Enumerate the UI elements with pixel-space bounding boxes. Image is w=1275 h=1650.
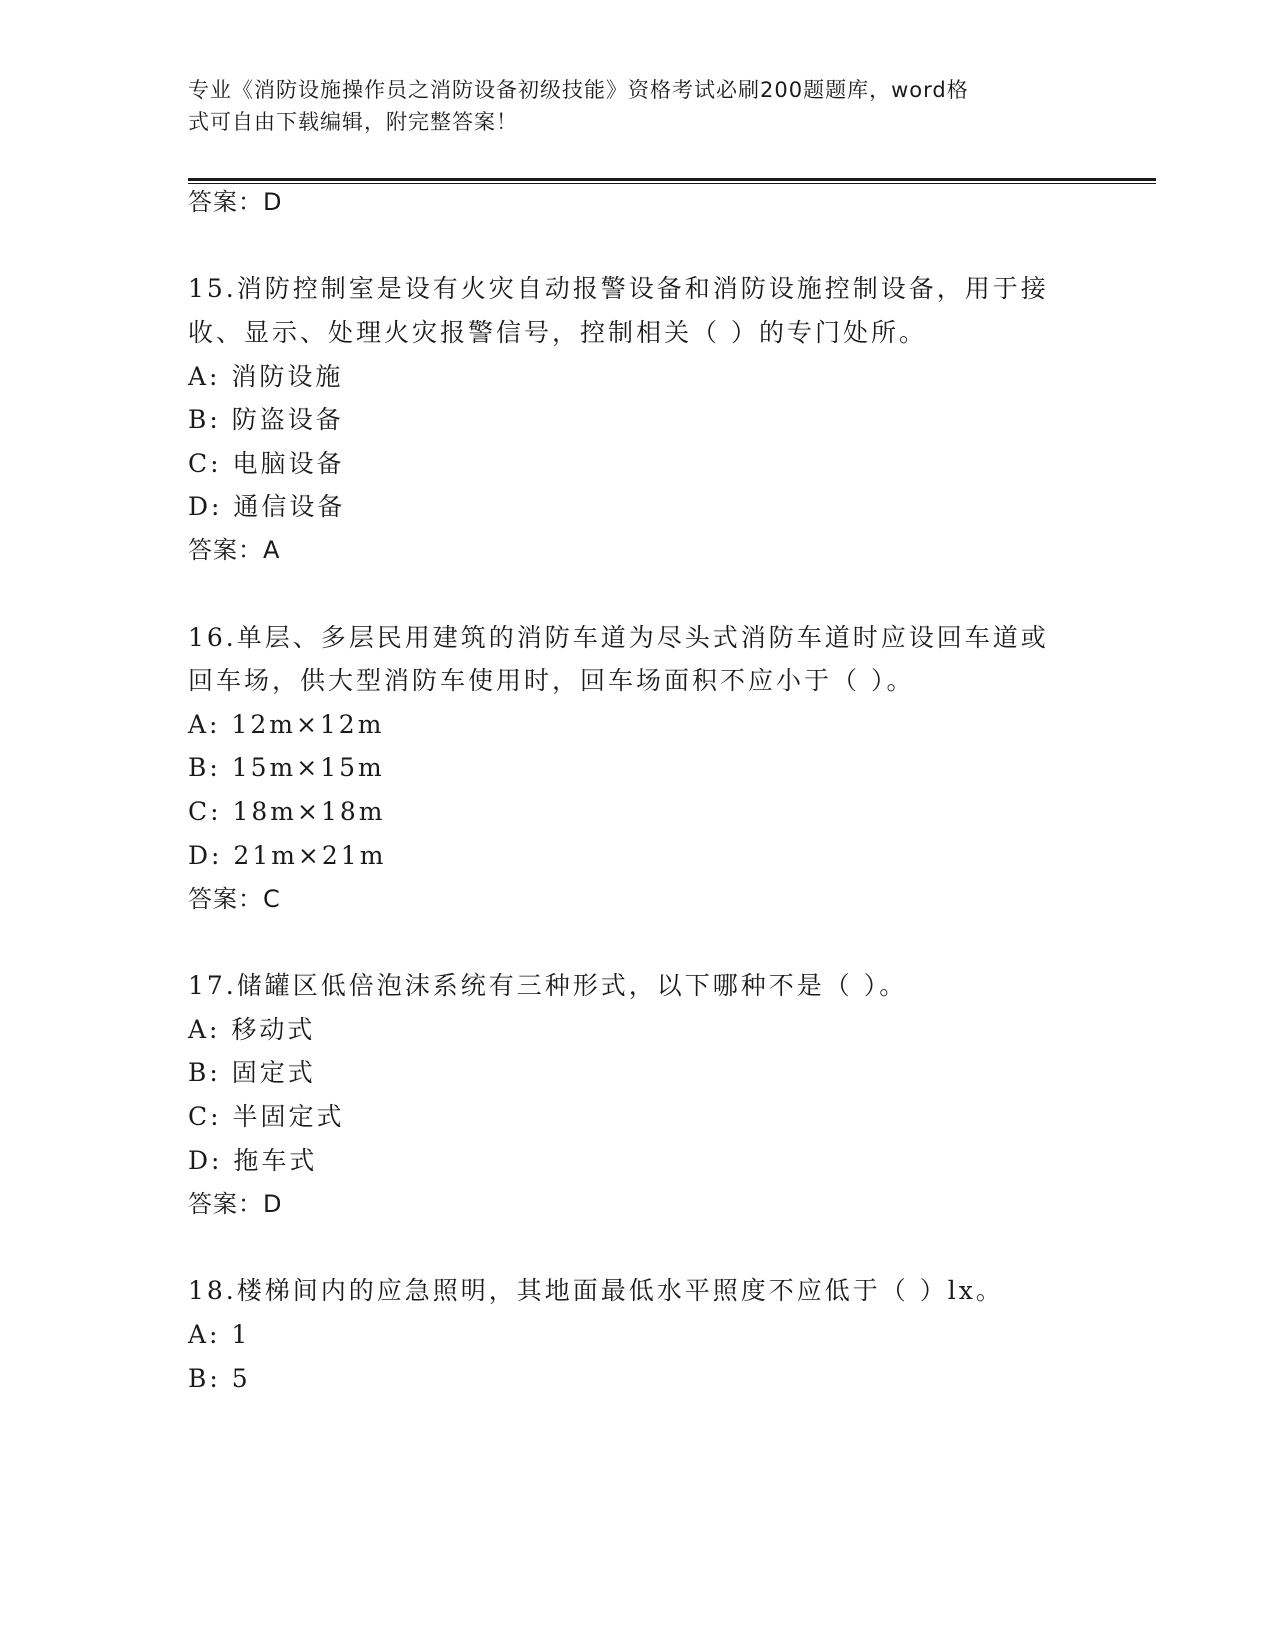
question-16-option-d: D: 21m×21m [188,841,387,870]
question-18-option-a: A: 1 [188,1320,251,1349]
header-line-2: 式可自由下载编辑，附完整答案！ [188,110,518,134]
question-16-text-line-2: 回车场，供大型消防车使用时，回车场面积不应小于（ ）。 [188,666,915,695]
question-17-option-a: A: 移动式 [188,1015,316,1044]
question-15-option-d: D: 通信设备 [188,492,346,521]
question-17-option-b: B: 固定式 [188,1058,316,1087]
question-18-text-line-1: 18.楼梯间内的应急照明，其地面最低水平照度不应低于（ ）lx。 [188,1276,1004,1305]
question-16-option-a: A: 12m×12m [188,710,385,739]
header-line-1: 专业《消防设施操作员之消防设备初级技能》资格考试必刷200题题库，word格 [188,78,969,102]
question-15-answer: 答案：A [188,536,281,564]
header-divider-thick [188,178,1156,181]
question-16-option-b: B: 15m×15m [188,753,385,782]
document-header [188,74,1068,138]
question-16-option-c: C: 18m×18m [188,797,386,826]
question-15-option-b: B: 防盗设备 [188,405,344,434]
question-17-option-d: D: 拖车式 [188,1146,318,1175]
answer-previous: 答案：D [188,188,283,216]
question-15-option-c: C: 电脑设备 [188,449,345,478]
question-17-answer: 答案：D [188,1190,283,1218]
question-15-text-line-2: 收、显示、处理火灾报警信号，控制相关（ ）的专门处所。 [188,318,927,347]
question-15-option-a: A: 消防设施 [188,362,344,391]
header-divider-thin [188,183,1156,184]
question-16-answer: 答案：C [188,885,281,913]
question-17-option-c: C: 半固定式 [188,1102,345,1131]
question-17-text-line-1: 17.储罐区低倍泡沫系统有三种形式，以下哪种不是（ ）。 [188,971,908,1000]
question-15-text-line-1: 15.消防控制室是设有火灾自动报警设备和消防设施控制设备，用于接 [188,274,1049,303]
question-18-option-b: B: 5 [188,1364,251,1393]
question-16-text-line-1: 16.单层、多层民用建筑的消防车道为尽头式消防车道时应设回车道或 [188,623,1049,652]
